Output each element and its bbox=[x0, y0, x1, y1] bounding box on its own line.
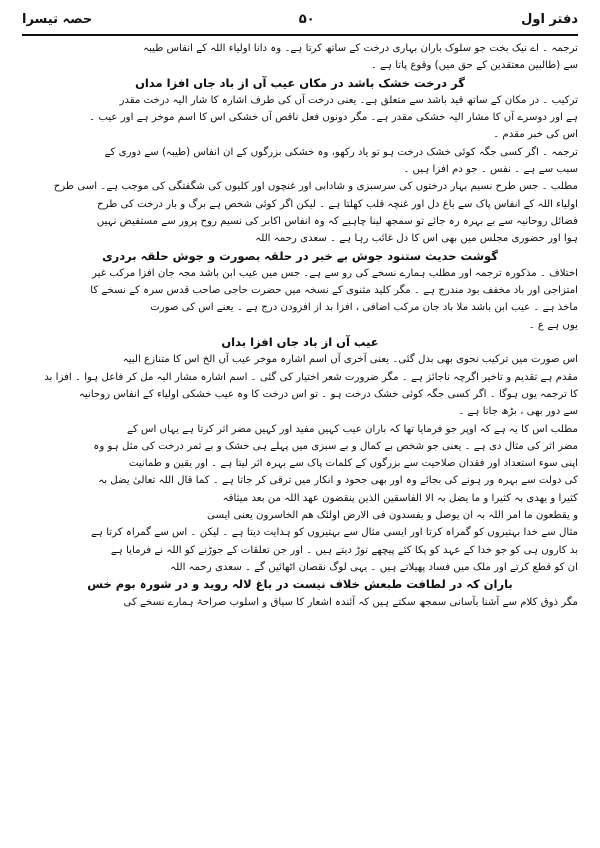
text-line: اختلاف ۔ مذکورہ ترجمہ اور مطلب ہمارے نسخے کی رو سے ہے۔ جس میں عیب ابن باشد مجہ جان افزا مرکب غیر bbox=[92, 267, 578, 279]
part-title: حصہ تیسرا bbox=[22, 11, 93, 27]
text-line: سے دور بھی ، بڑھ جاتا ہے ۔ bbox=[458, 406, 578, 418]
text-line: مطلب ۔ جس طرح نسیم بہار درختوں کی سرسبزی و شادابی اور غنچوں اور کلیوں کی شگفتگی کی موجب ہے۔ اسی طرح bbox=[53, 181, 578, 193]
text-line: مگر ذوق کلام سے آشنا بآسانی سمجھ سکتے ہیں کہ آئندہ اشعار کا سیاق و اسلوب صراحۃ ہمارے نسخے کی bbox=[123, 596, 578, 608]
text-line: ماخذ ہے ۔ عیب ابن باشد ملا باد جان مرکب اضافی ، افزا بد از افزودن درج ہے ۔ یعنے اس کی صورت bbox=[150, 302, 578, 314]
text-line: ترجمہ ۔ اے نیک بخت جو سلوک باران بہاری درخت کے ساتھ کرتا ہے۔ وہ دانا اولیاء اللہ کے انفاس طیبہ bbox=[143, 43, 578, 54]
text-line: اولیاء اللہ کے انفاس پاک سے باغ دل اور غنچہ قلب کھلتا ہے ۔ لیکن اگر کوئی شخص ہے برگ و بار درخت کی طرح bbox=[97, 198, 578, 210]
text-line: مثال سے خدا بہتیروں کو گمراہ کرتا اور ایسی مثال سے بہتیروں کو ہدایت دیتا ہے ۔ لیکن ۔ اس سے گمراہ کرتا ہے bbox=[91, 527, 578, 539]
verse-line: گوشت حدیث ستنود جوش بے خبر در حلقہ بصورت و جوش حلقہ بردری bbox=[102, 248, 498, 263]
text-line: ترکیب ۔ در مکان کے ساتھ قید باشد سے متعلق ہے۔ یعنی درخت آں کی طرف اشارہ کا شار الیہ درخت مقدر bbox=[119, 94, 578, 106]
verse-line: عیب آں از باد جاں افزا بداں bbox=[221, 335, 379, 350]
text-line: اس صورت میں ترکیب نحوی بھی بدل گئی۔ یعنی آخری آں اسم اشارہ موخر عیب آں الخ اس کا متنازع البیہ bbox=[122, 354, 578, 366]
page-body bbox=[22, 40, 578, 611]
header-rule bbox=[22, 34, 578, 36]
text-line: مقدم ہے تقدیم و تاخیر اگرچہ ناجائز ہے ۔ مگر ضرورت شعر اختیار کی گئی ۔ اسم اشارہ مشار الیہ مل کر فاعل ہوا ۔ افزا بد bbox=[44, 371, 578, 383]
page-header bbox=[22, 6, 578, 32]
verse-line: گر درخت خشک باشد در مکاں عیب آں از باد جاں افزا مداں bbox=[135, 75, 465, 90]
text-line: امتزاجی اور باد مخفف بود مندرج ہے ۔ مگر کلید مثنوی کے نسخہ میں حضرت حاجی صاحب قدس سرہ کے نسخے کا bbox=[90, 285, 578, 297]
text-line: بد کاروں ہی کو جو خدا کے عہد کو پکا کئے پیچھے توڑ دیتے ہیں ۔ اور جن تعلقات کے جوڑنے کو اللہ نے فرمایا ہے bbox=[110, 544, 578, 556]
text-line: ہوا اور حضوری مجلس میں بھی اس کا دل غائب رہا ہے ۔ سعدی رحمہ اللہ bbox=[255, 233, 578, 245]
text-line: اپنی سوء استعداد اور فقدان صلاحیت سے بزرگوں کے کلمات پاک سے بہرہ اثر لیتا ہے ۔ اور یقین و طمانیت bbox=[128, 458, 578, 470]
text-line: ترجمہ ۔ اگر کسی جگہ کوئی خشک درخت ہو تو یاد رکھو، وہ خشکی بزرگوں کے ان انفاس (طیبہ) سے دوری کے bbox=[104, 146, 578, 158]
text-line: اس کی خبر مقدم ۔ bbox=[493, 129, 578, 141]
text-line: سبب سے ہے ۔ نفس ۔ جو دم افزا ہیں ۔ bbox=[403, 164, 578, 176]
text-line: ان کو قطع کرتے اور ملک میں فساد پھیلاتے ہیں ۔ یہی لوگ نقصان اٹھائیں گے ۔ سعدی رحمہ اللہ bbox=[170, 561, 578, 573]
text-line: کا ترجمہ یوں ہوگا ۔ اگر کسی جگہ کوئی خشک درخت ہو ۔ تو اس درخت کا وہ عیب خشکی اولیاء کے انفاس روحانیہ bbox=[78, 388, 578, 400]
text-line: ہے اور دوسرے آں کا مشار الیہ خشکی مقدر ہے۔ مگر دونوں فعل ناقص آں خشکی اس کا اسم موخر ہے اور عیب ۔ bbox=[89, 112, 578, 124]
verse-line: باران کہ در لطافت طبعش خلاف نیست در باغ لالہ روید و در شورہ بوم خس bbox=[87, 577, 513, 592]
page-number: ۵۰ bbox=[298, 11, 315, 27]
text-line: کی دولت سے بہرہ ور ہونے کی بجائے وہ اور بھی جحود و انکار میں ترقی کر جاتا ہے ۔ کما قال اللہ تعالیٰ یضل بہ bbox=[98, 475, 578, 487]
text-line: فضائل روحانیہ سے بے بہرہ رہ جائے تو سمجھ لینا چاہیے کہ وہ انفاس اکابر کی نسیم روح پرور سے مستفیض نہیں bbox=[96, 215, 578, 227]
text-line: مطلب اس کا یہ ہے کہ اوپر جو فرمایا تھا کہ باران عیب کہیں مفید اور کہیں مضر اثر کرتا ہے یہاں اس کے bbox=[126, 423, 578, 435]
text-line: مضر اثر کی مثال دی ہے ۔ یعنی جو شخص بے کمال و بے سبزی میں پہلے ہی خشک و بے ثمر درخت کی مثل ہو وہ bbox=[93, 440, 578, 452]
text-line: سے (طالبین معتقدین کے حق میں) وقوع پاتا ہے ۔ bbox=[370, 60, 578, 72]
text-line: کثیرا و یھدی بہ کثیرا و ما یضل بہ الا الفاسقین الذین ینقضون عھد اللہ من بعد میثاقہ bbox=[222, 492, 578, 504]
text-line: یوں ہے ع ۔ bbox=[528, 319, 578, 331]
book-title: دفتر اول bbox=[521, 11, 578, 27]
text-line: و یقطعون ما امر اللہ بہ ان یوصل و یفسدون فی الارض اولئک ھم الخاسرون یعنی ایسی bbox=[207, 510, 578, 522]
